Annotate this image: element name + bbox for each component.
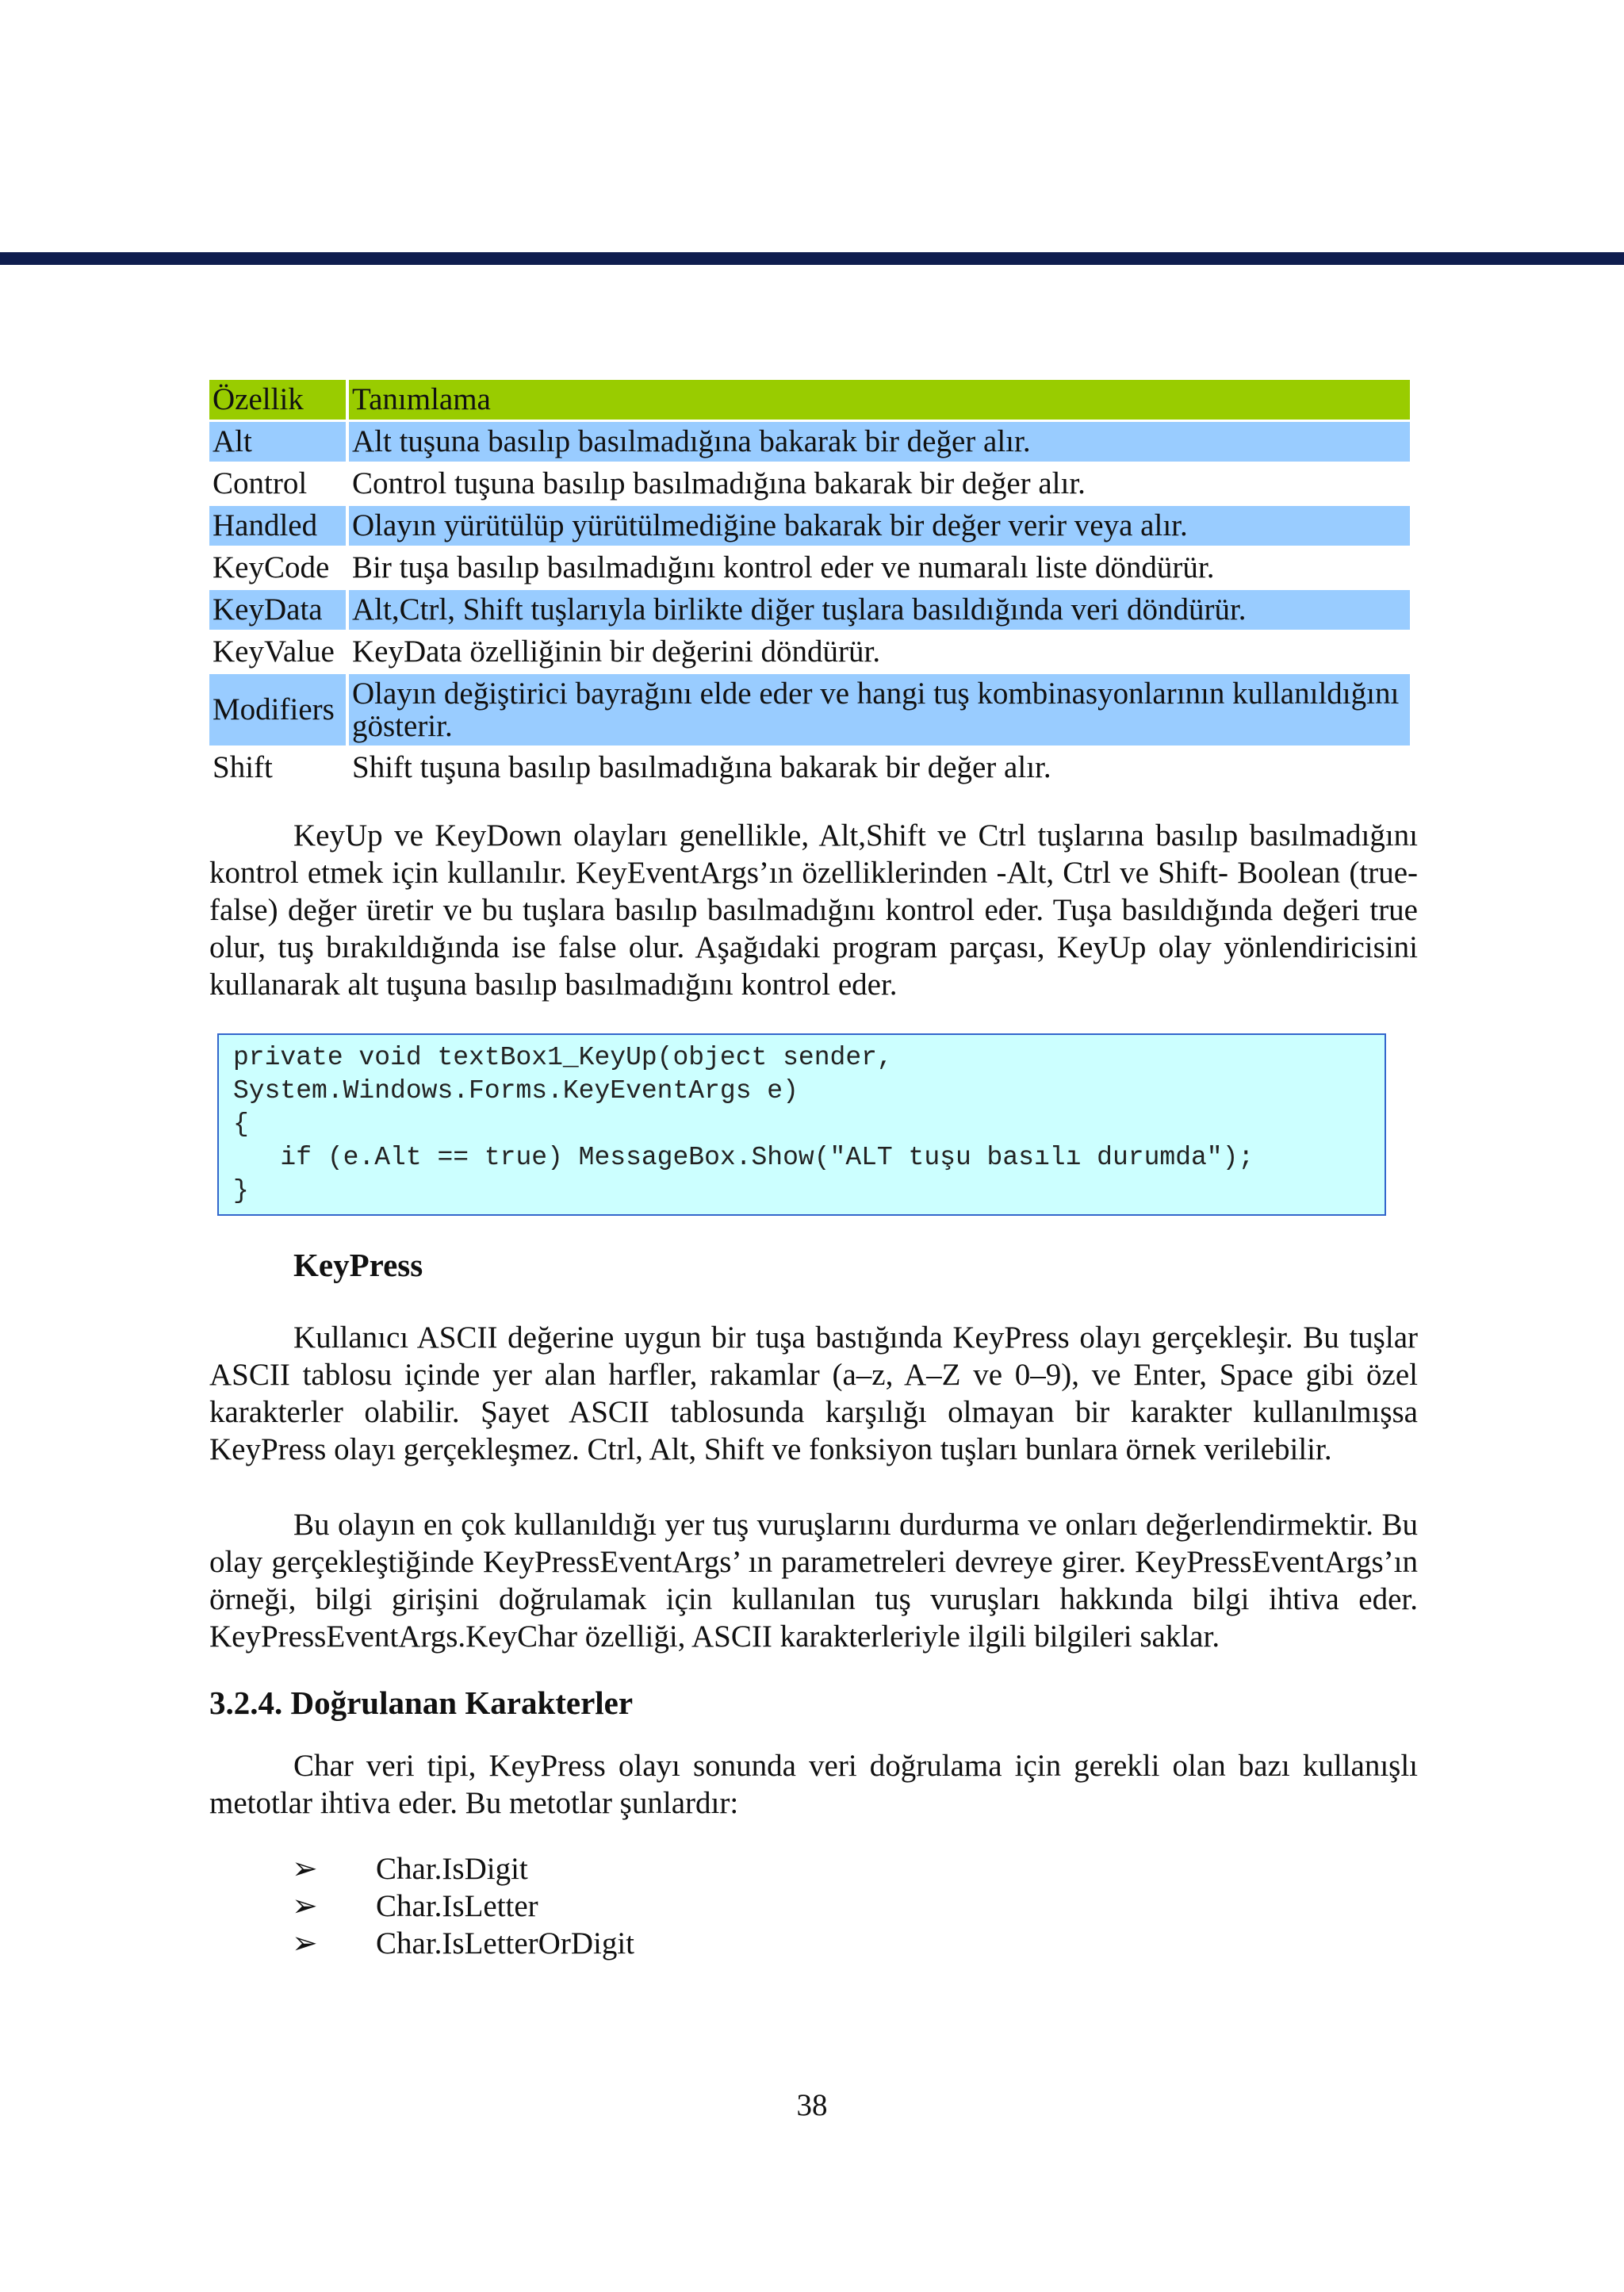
property-name: Modifiers	[209, 674, 346, 746]
property-name: KeyCode	[209, 548, 346, 588]
paragraph-keypress-intro: Kullanıcı ASCII değerine uygun bir tuşa bastığında KeyPress olayı gerçekleşir. Bu tuşlar ASCII tablosu içinde yer alan harfler, rakamlar (a–z, A–Z ve 0–9), ve Enter, Space gibi özel karakterler olabilir. Şayet ASCII tablosunda karşılığı olmayan bir karakter kullanılmışsa KeyPress olayı gerçekleşmez. Ctrl, Alt, Shift ve fonksiyon tuşları bunlara örnek verilebilir.	[209, 1320, 1418, 1467]
method-name: Char.IsLetter	[376, 1889, 538, 1924]
arrow-bullet-icon: ➢	[292, 1852, 318, 1887]
property-description: Control tuşuna basılıp basılmadığına bakarak bir değer alır.	[349, 464, 1410, 504]
table-row	[209, 632, 1410, 672]
list-item	[292, 1888, 1418, 1925]
table-row	[209, 590, 1410, 630]
property-name: KeyValue	[209, 632, 346, 672]
page-number: 38	[796, 2088, 828, 2122]
header-cell-description: Tanımlama	[349, 380, 1410, 420]
table-row	[209, 548, 1410, 588]
property-description: Bir tuşa basılıp basılmadığını kontrol eder ve numaralı liste döndürür.	[349, 548, 1410, 588]
paragraph-char-methods: Char veri tipi, KeyPress olayı sonunda veri doğrulama için gerekli olan bazı kullanışlı metotlar ihtiva eder. Bu metotlar şunlardır:	[209, 1749, 1418, 1821]
code-block	[217, 1033, 1386, 1216]
table-header-row	[209, 380, 1410, 420]
list-item	[292, 1850, 1418, 1888]
property-name: KeyData	[209, 590, 346, 630]
section-heading: 3.2.4. Doğrulanan Karakterler	[209, 1685, 634, 1722]
property-description: Olayın değiştirici bayrağını elde eder ve hangi tuş kombinasyonlarının kullanıldığını gösterir.	[349, 674, 1410, 746]
paragraph-keyup-keydown: KeyUp ve KeyDown olayları genellikle, Alt,Shift ve Ctrl tuşlarına basılıp basılmadığını kontrol etmek için kullanılır. KeyEventArgs’ın özelliklerinden -Alt, Ctrl ve Shift- Boolean (true-false) değer üretir ve bu tuşlara basılıp basılmadığını kontrol eder. Tuşa basıldığında değeri true olur, tuş bırakıldığında ise false olur. Aşağıdaki program parçası, KeyUp olay yönlendiricisini kullanarak alt tuşuna basılıp basılmadığını kontrol eder.	[209, 818, 1418, 1002]
code-line: }	[233, 1176, 249, 1206]
code-line: {	[233, 1110, 249, 1140]
property-description: Alt,Ctrl, Shift tuşlarıyla birlikte diğer tuşlara basıldığında veri döndürür.	[349, 590, 1410, 630]
top-rule	[0, 252, 1624, 265]
header-cell-property: Özellik	[209, 380, 346, 420]
properties-table	[206, 378, 1413, 790]
table-row	[209, 464, 1410, 504]
method-name: Char.IsLetterOrDigit	[376, 1926, 634, 1961]
table-row	[209, 748, 1410, 788]
method-list	[292, 1850, 1418, 1962]
paragraph-keypress-usage: Bu olayın en çok kullanıldığı yer tuş vuruşlarını durdurma ve onları değerlendirmektir. Bu olay gerçekleştiğinde KeyPressEventArgs’ ın parametreleri devreye girer. KeyPressEventArgs’ın örneği, bilgi girişini doğrulamak için kullanılan tuş vuruşları hakkında bilgi ihtiva eder. KeyPressEventArgs.KeyChar özelliği, ASCII karakterleriyle ilgili bilgileri saklar.	[209, 1508, 1418, 1654]
property-name: Control	[209, 464, 346, 504]
property-name: Shift	[209, 748, 346, 788]
table-row	[209, 674, 1410, 746]
list-item	[292, 1925, 1418, 1962]
code-line: if (e.Alt == true) MessageBox.Show("ALT tuşu basılı durumda");	[233, 1143, 1254, 1173]
property-description: KeyData özelliğinin bir değerini döndürür.	[349, 632, 1410, 672]
property-description: Shift tuşuna basılıp basılmadığına bakarak bir değer alır.	[349, 748, 1410, 788]
page-content	[209, 378, 1418, 1962]
code-line: private void textBox1_KeyUp(object sender,	[233, 1043, 893, 1073]
arrow-bullet-icon: ➢	[292, 1889, 318, 1924]
property-name: Alt	[209, 422, 346, 462]
property-description: Olayın yürütülüp yürütülmediğine bakarak bir değer verir veya alır.	[349, 506, 1410, 546]
keypress-heading: KeyPress	[293, 1247, 423, 1284]
table-row	[209, 422, 1410, 462]
code-line: System.Windows.Forms.KeyEventArgs e)	[233, 1076, 799, 1106]
method-name: Char.IsDigit	[376, 1852, 528, 1887]
table-row	[209, 506, 1410, 546]
arrow-bullet-icon: ➢	[292, 1926, 318, 1961]
property-description: Alt tuşuna basılıp basılmadığına bakarak bir değer alır.	[349, 422, 1410, 462]
property-name: Handled	[209, 506, 346, 546]
